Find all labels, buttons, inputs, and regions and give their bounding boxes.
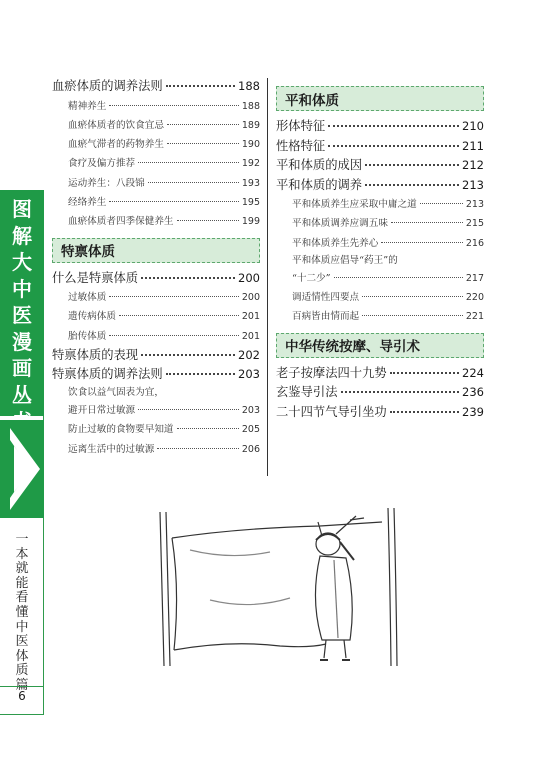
- chevron-right-icon: [0, 420, 44, 518]
- toc-entry-title: 特禀体质的调养法则: [52, 367, 163, 382]
- dot-leader: [328, 125, 459, 127]
- toc-entry-title: 调适情性四要点: [292, 292, 360, 304]
- book-subtitle-char: 中: [15, 619, 29, 635]
- toc-entry-title: 形体特征: [276, 119, 326, 133]
- toc-entry[interactable]: [52, 346, 260, 366]
- toc-entry-title: 精神养生: [68, 100, 107, 112]
- toc-subentry[interactable]: [52, 193, 260, 212]
- toc-entry-title: 饮食以益气固表为宜，: [68, 386, 164, 398]
- toc-page-number: 201: [241, 330, 260, 342]
- book-subtitle: [0, 533, 44, 694]
- dot-leader: [365, 164, 459, 166]
- dot-leader: [148, 182, 239, 183]
- book-subtitle-char: 体: [15, 648, 29, 664]
- toc-entry-title: 什么是特禀体质: [52, 270, 139, 285]
- dot-leader: [381, 242, 463, 243]
- page-number: 6: [0, 686, 44, 705]
- toc-entry[interactable]: [52, 269, 260, 289]
- toc-entry-title: 平和体质的调养: [276, 177, 363, 192]
- toc-page-number: 236: [462, 385, 484, 400]
- toc-page-number: 213: [462, 177, 484, 192]
- toc-page-number: 215: [465, 218, 484, 230]
- toc-entry-title: 远离生活中的过敏源: [68, 443, 155, 455]
- series-title-char: 画: [12, 356, 32, 380]
- series-title-char: 大: [12, 250, 32, 274]
- toc-page-number: 224: [462, 365, 484, 380]
- series-title-char: 图: [12, 197, 32, 221]
- toc-page-number: 193: [241, 177, 260, 189]
- toc-entry[interactable]: [276, 117, 484, 137]
- toc-subentry[interactable]: [276, 234, 484, 253]
- toc-entry-title: 遗传病体质: [68, 311, 116, 323]
- column-divider: [267, 78, 268, 476]
- toc-subentry[interactable]: [52, 440, 260, 459]
- series-title-char: 解: [12, 223, 32, 248]
- dot-leader: [420, 203, 463, 204]
- dot-leader: [138, 409, 239, 410]
- toc-entry[interactable]: [52, 365, 260, 385]
- toc-entry-title: 平和体质应倡导“药王”的: [292, 254, 398, 266]
- toc-page-number: 216: [465, 237, 484, 249]
- section-heading: 特禀体质: [52, 238, 260, 263]
- toc-subentry[interactable]: [52, 135, 260, 154]
- dot-leader: [362, 296, 463, 297]
- toc-entry[interactable]: [276, 403, 484, 423]
- dot-leader: [362, 315, 463, 316]
- toc-page-number: 205: [241, 424, 260, 436]
- toc-entry-title: 平和体质的成因: [276, 158, 363, 172]
- dot-leader: [167, 124, 239, 125]
- toc-subentry[interactable]: [52, 174, 260, 193]
- toc-entry[interactable]: [276, 383, 484, 403]
- dot-leader: [341, 391, 460, 393]
- toc-entry-title: 老子按摩法四十九势: [276, 365, 387, 380]
- dot-leader: [109, 296, 238, 297]
- toc-subentry[interactable]: [276, 214, 484, 233]
- book-subtitle-char: 能: [15, 575, 29, 591]
- toc-entry-title: 玄鉴导引法: [276, 385, 338, 400]
- toc-entry-title: 血瘀体质者四季保健养生: [68, 216, 174, 228]
- toc-entry-title: 二十四节气导引坐功: [276, 404, 387, 419]
- dot-leader: [177, 428, 239, 429]
- dot-leader: [141, 354, 235, 356]
- book-subtitle-char: 懂: [15, 604, 29, 620]
- toc-page-number: 217: [465, 272, 484, 284]
- toc-page-number: 202: [238, 347, 260, 362]
- toc-page-number: 213: [465, 199, 484, 210]
- toc-page-number: 212: [462, 158, 484, 172]
- toc-page-number: 203: [241, 404, 260, 416]
- dot-leader: [109, 335, 238, 336]
- toc-entry-title: 平和体质养生先养心: [292, 237, 379, 249]
- toc-page-number: 211: [462, 138, 484, 153]
- toc-subentry[interactable]: [276, 307, 484, 326]
- toc-page-number: 195: [241, 196, 260, 208]
- toc-subentry[interactable]: [276, 269, 484, 288]
- toc-subentry[interactable]: [52, 385, 260, 401]
- toc-page-number: 201: [241, 311, 260, 323]
- dot-leader: [391, 222, 463, 223]
- toc-entry-title: 防止过敏的食物要早知道: [68, 424, 174, 436]
- dot-leader: [167, 143, 239, 144]
- dot-leader: [365, 184, 459, 186]
- toc-entry-title: 特禀体质的表现: [52, 347, 139, 362]
- toc-subentry[interactable]: [276, 253, 484, 269]
- toc-entry-title: 经络养生: [68, 196, 107, 208]
- toc-subentry[interactable]: [52, 401, 260, 420]
- series-title-char: 医: [12, 303, 32, 327]
- toc-page-number: 199: [241, 216, 260, 228]
- toc-entry-title: 平和体质养生应采取中庸之道: [292, 199, 417, 210]
- dot-leader: [109, 201, 238, 202]
- toc-page-number: 192: [241, 158, 260, 170]
- toc-subentry[interactable]: [52, 212, 260, 231]
- toc-subentry[interactable]: [52, 288, 260, 307]
- dot-leader: [166, 85, 235, 87]
- series-title-char: 漫: [12, 329, 32, 354]
- toc-right-column: [276, 80, 484, 422]
- toc-subentry[interactable]: [276, 288, 484, 307]
- dot-leader: [141, 277, 235, 279]
- toc-page-number: 220: [465, 292, 484, 304]
- illustration-person-stretching-sheet: [150, 500, 410, 670]
- toc-subentry[interactable]: [52, 97, 260, 116]
- toc-entry-title: 避开日常过敏源: [68, 404, 136, 416]
- toc-page-number: 210: [462, 119, 484, 133]
- toc-subentry[interactable]: [52, 327, 260, 346]
- toc-entry[interactable]: [276, 137, 484, 157]
- toc-subentry[interactable]: [52, 154, 260, 173]
- toc-page-number: 239: [462, 404, 484, 419]
- toc-page-number: 221: [465, 311, 484, 323]
- dot-leader: [109, 105, 238, 106]
- dot-leader: [157, 448, 239, 449]
- book-subtitle-char: 本: [15, 546, 29, 562]
- toc-entry[interactable]: [52, 77, 260, 97]
- toc-page-number: 203: [238, 367, 260, 382]
- toc-subentry[interactable]: [52, 116, 260, 135]
- dot-leader: [334, 277, 463, 278]
- toc-page-number: 200: [241, 292, 260, 304]
- book-subtitle-char: 篇: [15, 677, 29, 693]
- dot-leader: [328, 145, 459, 147]
- toc-page-number: 206: [241, 443, 260, 455]
- book-subtitle-char: 就: [15, 561, 29, 577]
- section-heading: 平和体质: [276, 86, 484, 111]
- toc-entry-title: 性格特征: [276, 138, 326, 153]
- toc-page-number: 190: [241, 139, 260, 151]
- dot-leader: [390, 372, 459, 374]
- book-subtitle-char: 医: [15, 634, 29, 650]
- toc-entry-title: 血瘀体质的调养法则: [52, 79, 163, 93]
- series-title: [0, 196, 44, 435]
- toc-entry-title: “十二少”: [292, 272, 331, 284]
- section-heading: 中华传统按摩、导引术: [276, 333, 484, 358]
- dot-leader: [390, 411, 459, 413]
- series-title-char: 丛: [12, 382, 32, 407]
- toc-entry-title: 平和体质调养应调五味: [292, 218, 388, 230]
- toc-subentry[interactable]: [276, 195, 484, 214]
- toc-page-number: 188: [241, 100, 260, 112]
- book-subtitle-char: 质: [15, 663, 29, 679]
- toc-subentry[interactable]: [52, 307, 260, 326]
- dot-leader: [138, 162, 239, 163]
- dot-leader: [119, 315, 239, 316]
- toc-page-number: 189: [241, 119, 260, 131]
- toc-page-number: 200: [238, 270, 260, 285]
- toc-entry-title: 血瘀气滞者的药物养生: [68, 139, 164, 151]
- toc-page-number: 188: [238, 79, 260, 93]
- dot-leader: [177, 220, 239, 221]
- dot-leader: [166, 373, 235, 375]
- book-subtitle-char: 看: [15, 590, 29, 606]
- toc-entry[interactable]: [276, 156, 484, 176]
- toc-left-column: [52, 77, 260, 459]
- toc-entry-title: 胎传体质: [68, 330, 107, 342]
- toc-entry-title: 百病皆由情而起: [292, 311, 360, 323]
- book-subtitle-char: 一: [15, 532, 29, 547]
- toc-subentry[interactable]: [52, 420, 260, 439]
- toc-entry-title: 食疗及偏方推荐: [68, 158, 136, 170]
- series-title-char: 中: [12, 276, 32, 301]
- toc-entry[interactable]: [276, 364, 484, 384]
- toc-entry-title: 过敏体质: [68, 292, 107, 304]
- toc-entry-title: 血瘀体质者的饮食宜忌: [68, 119, 164, 131]
- toc-entry[interactable]: [276, 176, 484, 196]
- toc-entry-title: 运动养生：八段锦: [68, 177, 145, 189]
